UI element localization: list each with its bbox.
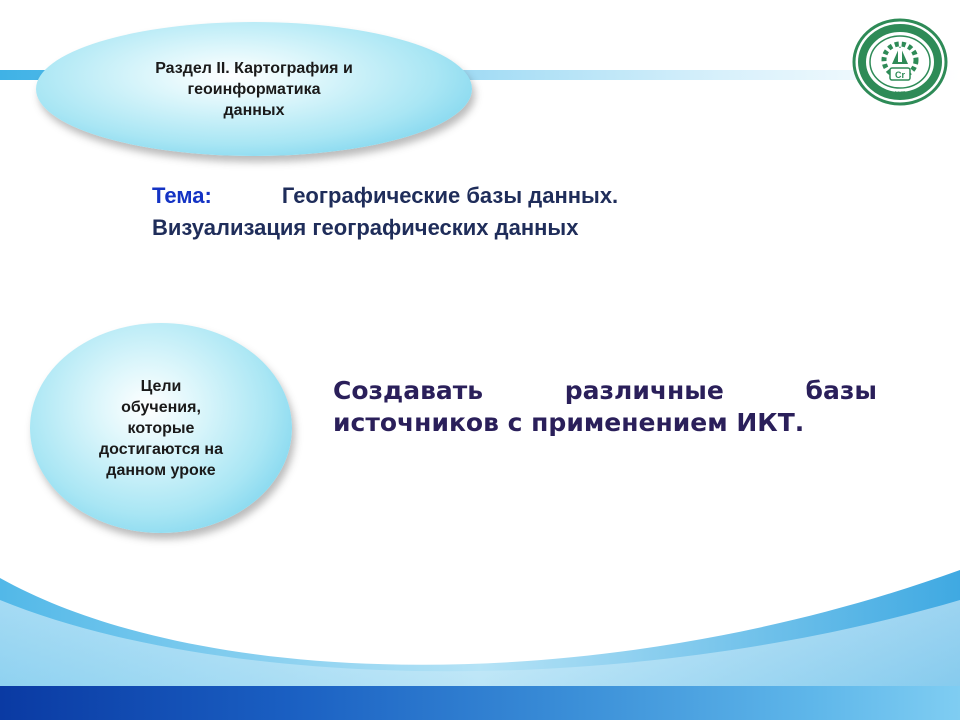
goals-title-line: обучения,	[121, 398, 201, 416]
section-title-line: Раздел II. Картография и	[155, 59, 353, 77]
goals-title-line: достигаются на	[99, 440, 223, 458]
learning-goal-text: Создавать различные базы источников с применением ИКТ.	[333, 376, 877, 437]
goals-title-line: данном уроке	[106, 461, 216, 479]
emblem-center-text: Cr	[894, 70, 906, 80]
topic-line-1	[152, 180, 722, 212]
goals-title-line: Цели	[140, 377, 182, 395]
topic-block	[152, 180, 722, 244]
goals-ellipse	[30, 323, 292, 533]
emblem-year: 1979	[894, 91, 906, 97]
goals-title-line: которые	[127, 419, 195, 437]
college-emblem-icon	[852, 18, 948, 106]
topic-title-part-1: Географические базы данных.	[281, 183, 619, 208]
topic-line-2: Визуализация географических данных	[152, 215, 579, 240]
section-title-line: данных	[223, 101, 285, 119]
section-title	[155, 58, 353, 121]
goals-title	[99, 376, 223, 481]
section-ellipse	[36, 22, 472, 156]
section-title-line: геоинформатика	[187, 80, 321, 98]
topic-label: Тема:	[152, 183, 212, 208]
bottom-bar	[0, 686, 960, 720]
